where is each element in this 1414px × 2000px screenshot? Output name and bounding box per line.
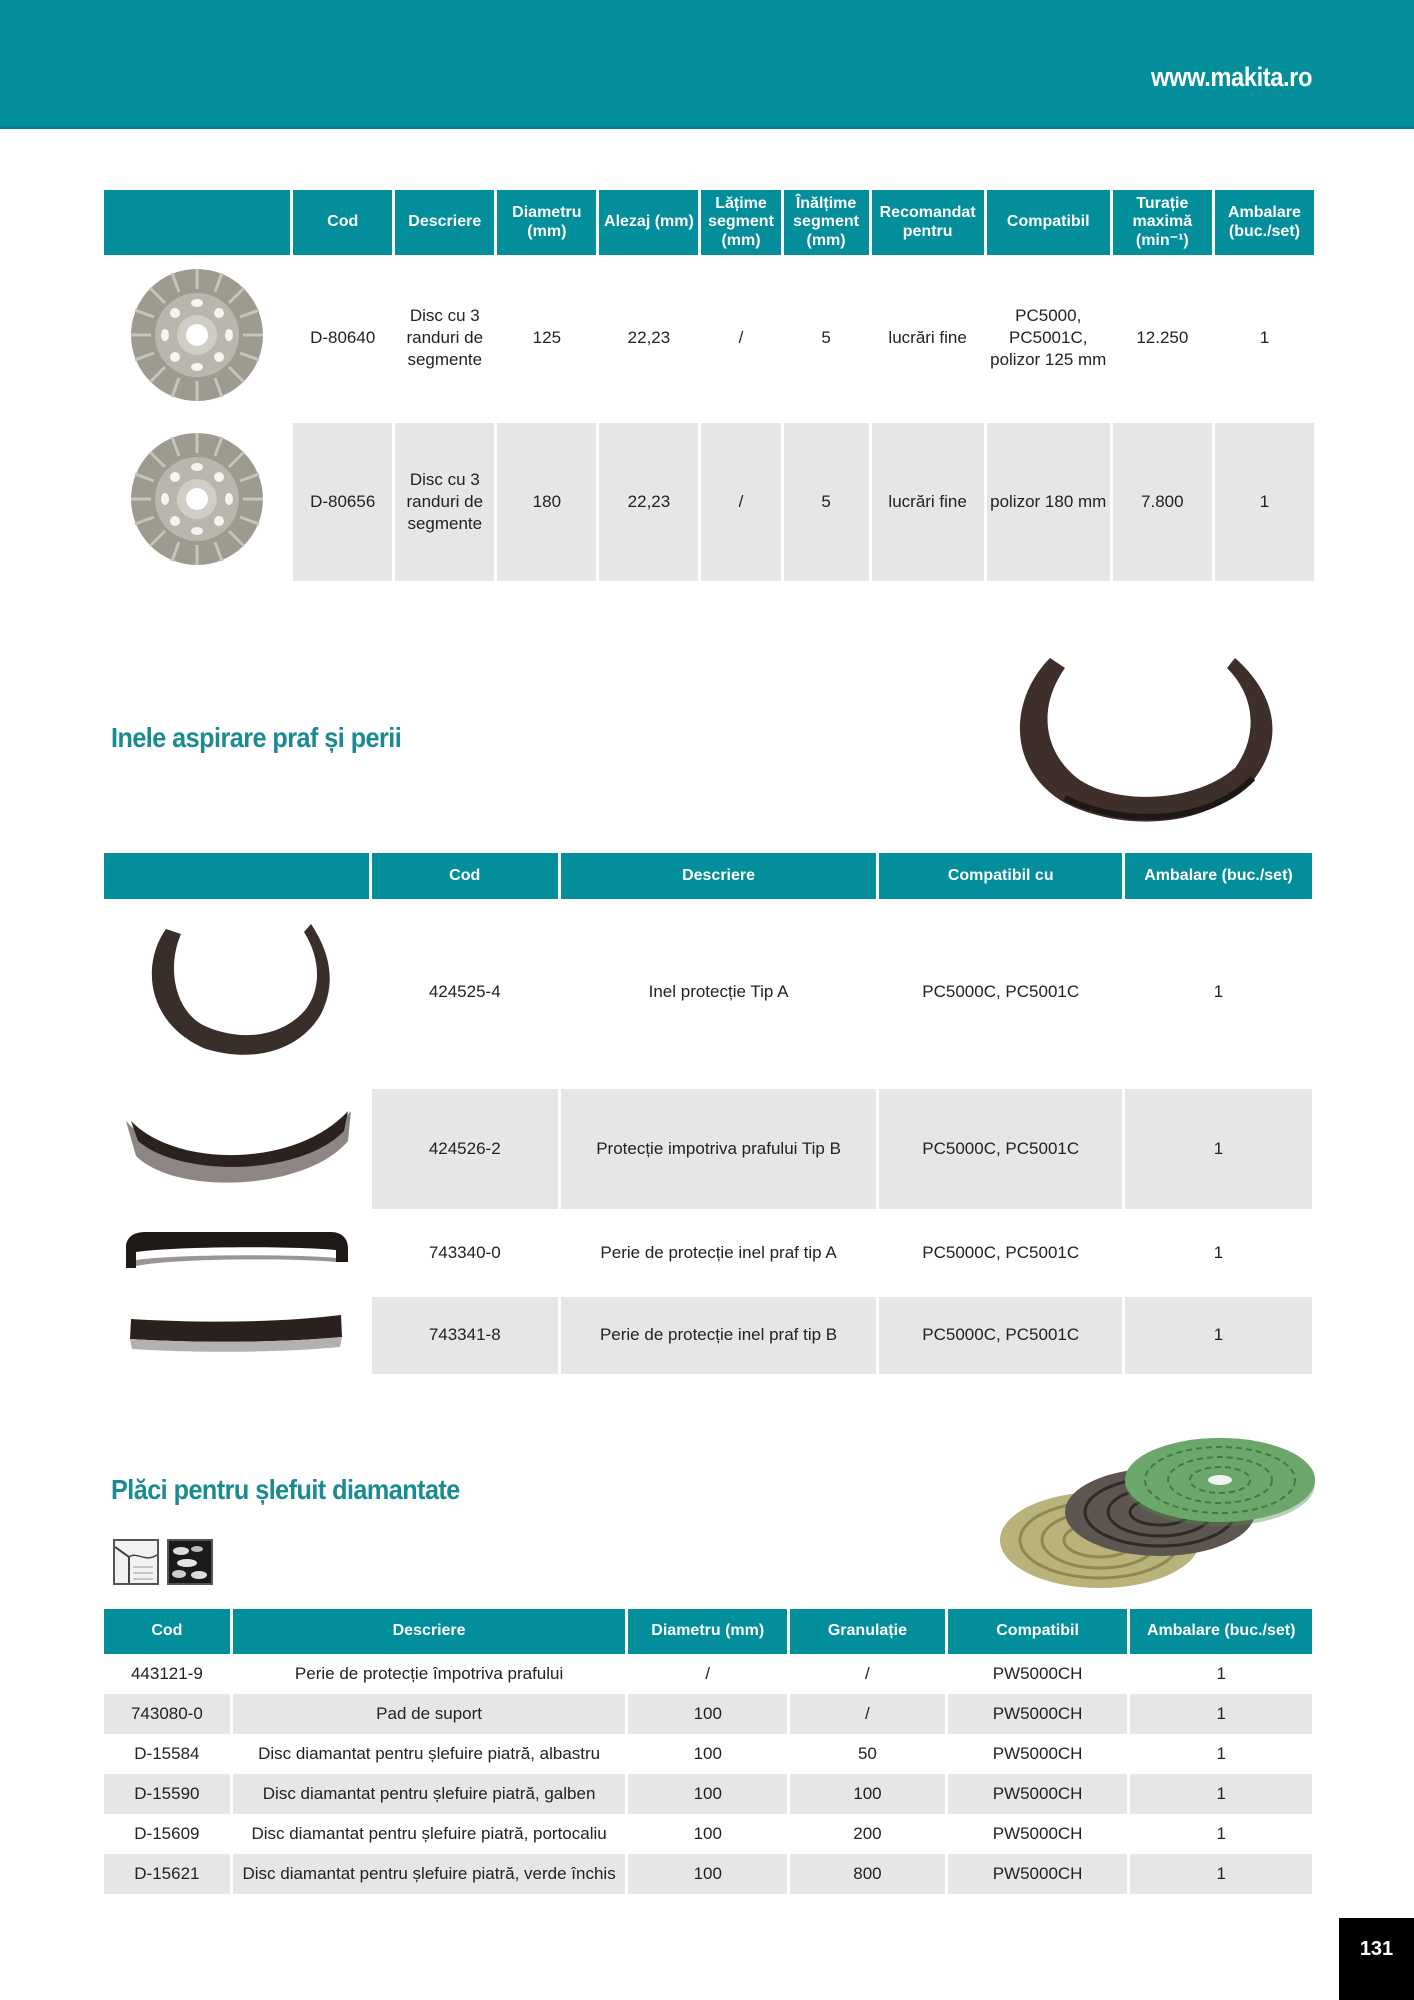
cell-cod: 743080-0 [104,1694,230,1734]
cell-compatibil: PW5000CH [992,1663,1083,1683]
cell-compatibil: PC5000C, PC5001C [922,981,1080,1001]
table-row [104,1654,1312,1694]
cell-descriere: Disc cu 3 randuri de segmente [406,305,484,370]
page-number: 131 [1339,1918,1414,2000]
table-row [104,423,1314,581]
table-row [104,1209,1312,1297]
cell-descriere: Disc diamantat pentru șlefuire piatră, albastru [258,1743,601,1763]
cell-granulatie: 50 [857,1743,877,1763]
header-image [104,190,290,255]
header-turatie: Turație maximă (min⁻¹) [1113,190,1212,255]
cell-ambalare: 1 [1216,1823,1226,1843]
cell-cod: 743341-8 [372,1297,558,1374]
cell-descriere: Perie de protecție împotriva prafului [294,1663,564,1683]
cell-diametru: / [705,1663,711,1683]
diamond-pads-hero-image [990,1430,1315,1595]
header-latime-segment: Lățime segment (mm) [701,190,780,255]
header-alezaj: Alezaj (mm) [599,190,698,255]
cell-cod: D-80640 [310,327,376,347]
header-inaltime-segment: Înălțime segment (mm) [784,190,869,255]
header-compatibil-cu: Compatibil cu [879,853,1122,899]
cell-turatie: 12.250 [1136,327,1189,347]
cell-compatibil: PC5000C, PC5001C [922,1242,1080,1262]
table-row [104,1089,1312,1209]
cell-turatie: 7.800 [1113,423,1212,581]
brush-b-image [104,1297,369,1374]
brush-a-image [104,1209,369,1297]
cell-recomandat: lucrări fine [888,327,967,347]
cup-wheel-table [101,190,1317,581]
cell-cod: D-15590 [104,1774,230,1814]
cell-cod: D-80656 [293,423,392,581]
header-bar [0,0,1414,129]
cell-compatibil: PC5000, PC5001C, polizor 125 mm [990,305,1107,370]
cell-cod: 424525-4 [428,981,501,1001]
cell-alezaj: 22,23 [599,423,698,581]
table-row [104,1814,1312,1854]
table-row [104,1734,1312,1774]
header-compatibil: Compatibil [948,1609,1128,1654]
cell-descriere: Disc cu 3 randuri de segmente [395,423,494,581]
cell-cod: D-15609 [134,1823,200,1843]
header-diametru: Diametru (mm) [497,190,596,255]
cell-diametru: 100 [628,1854,787,1894]
cell-compatibil: PW5000CH [948,1854,1128,1894]
header-image [104,853,369,899]
cup-wheel-disc-image [104,423,290,581]
diamond-pads-table [101,1609,1315,1894]
cell-compatibil: PC5000C, PC5001C [879,1089,1122,1209]
cell-descriere: Disc diamantat pentru șlefuire piatră, verde închis [233,1854,626,1894]
header-ambalare: Ambalare (buc./set) [1130,1609,1312,1654]
cell-descriere: Perie de protecție inel praf tip A [600,1242,837,1262]
header-descriere: Descriere [561,853,877,899]
cell-cod: 424526-2 [372,1089,558,1209]
cell-descriere: Protecție impotriva prafului Tip B [561,1089,877,1209]
header-compatibil: Compatibil [987,190,1110,255]
dust-ring-b-image [104,1089,369,1209]
cup-wheel-disc-image [104,263,290,413]
cell-ambalare: 1 [1259,327,1270,347]
cell-cod: 743340-0 [428,1242,501,1262]
stone-wall-icon [113,1539,159,1585]
rock-stone-icon [167,1539,213,1585]
cell-recomandat: lucrări fine [872,423,984,581]
cell-diametru: 100 [693,1743,722,1763]
cell-granulatie: / [790,1694,945,1734]
cell-compatibil: PW5000CH [992,1743,1083,1763]
cell-diametru: 100 [693,1823,722,1843]
section-title-diamond-pads: Plăci pentru șlefuit diamantate [111,1474,460,1505]
header-cod: Cod [372,853,558,899]
cell-ambalare: 1 [1216,1663,1226,1683]
table-row [104,1297,1312,1374]
header-granulatie: Granulație [790,1609,945,1654]
cell-compatibil: PW5000CH [992,1823,1083,1843]
table-row [104,1694,1312,1734]
table-row [104,899,1312,1085]
cell-granulatie: 100 [790,1774,945,1814]
cell-diametru: 125 [532,327,562,347]
header-cod: Cod [293,190,392,255]
cell-descriere: Inel protecție Tip A [648,981,789,1001]
cell-diametru: 180 [497,423,596,581]
cell-descriere: Perie de protecție inel praf tip B [561,1297,877,1374]
cell-granulatie: 200 [853,1823,882,1843]
header-descriere: Descriere [233,1609,626,1654]
cell-diametru: 100 [628,1694,787,1734]
dust-ring-hero-image [995,638,1285,838]
cell-ambalare: 1 [1213,981,1224,1001]
cell-ambalare: 1 [1216,1743,1226,1763]
cell-compatibil: PW5000CH [948,1694,1128,1734]
cell-ambalare: 1 [1125,1089,1312,1209]
cell-granulatie: 800 [790,1854,945,1894]
cell-diametru: 100 [628,1774,787,1814]
cell-alezaj: 22,23 [627,327,671,347]
table-row [104,1774,1312,1814]
cell-latime: / [701,423,780,581]
cell-latime: / [738,327,744,347]
site-url-link[interactable]: www.makita.ro [1150,62,1312,92]
header-cod: Cod [104,1609,230,1654]
cell-ambalare: 1 [1125,1297,1312,1374]
cell-cod: D-15621 [104,1854,230,1894]
header-ambalare: Ambalare (buc./set) [1125,853,1312,899]
cell-compatibil: PC5000C, PC5001C [879,1297,1122,1374]
cell-ambalare: 1 [1130,1854,1312,1894]
cell-descriere: Disc diamantat pentru șlefuire piatră, galben [233,1774,626,1814]
cell-inaltime: 5 [821,327,831,347]
cell-inaltime: 5 [784,423,869,581]
table-row [104,1854,1312,1894]
header-diametru: Diametru (mm) [628,1609,787,1654]
header-ambalare: Ambalare (buc./set) [1215,190,1314,255]
cell-ambalare: 1 [1130,1774,1312,1814]
cell-compatibil: PW5000CH [948,1774,1128,1814]
cell-ambalare: 1 [1130,1694,1312,1734]
section-title-dust-rings: Inele aspirare praf și perii [111,722,402,753]
cell-ambalare: 1 [1213,1242,1224,1262]
header-descriere: Descriere [395,190,494,255]
cell-descriere: Disc diamantat pentru șlefuire piatră, portocaliu [251,1823,607,1843]
dust-rings-table [101,853,1315,1374]
cell-cod: D-15584 [134,1743,200,1763]
table-row [104,263,1314,413]
cell-granulatie: / [865,1663,870,1683]
cell-ambalare: 1 [1215,423,1314,581]
cell-descriere: Pad de suport [233,1694,626,1734]
header-recomandat: Recomandat pentru [872,190,984,255]
cell-cod: 443121-9 [130,1663,203,1683]
cell-compatibil: polizor 180 mm [987,423,1110,581]
dust-ring-a-image [104,899,369,1085]
